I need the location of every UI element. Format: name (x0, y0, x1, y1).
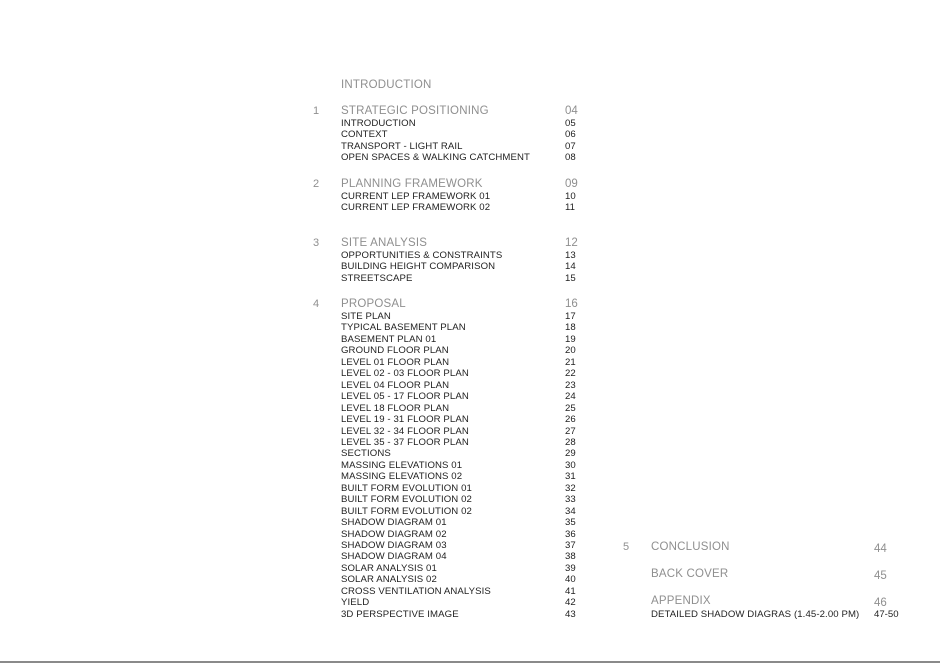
toc-item-label: CONTEXT (341, 129, 388, 141)
toc-item-label: SHADOW DIAGRAM 01 (341, 517, 447, 529)
toc-item-page: 13 (565, 250, 576, 261)
toc-item-page: 25 (565, 402, 576, 414)
toc-item-label: BUILDING HEIGHT COMPARISON (341, 261, 496, 273)
toc-item-label: BUILT FORM EVOLUTION 02 (341, 494, 472, 506)
toc-item-label: DETAILED SHADOW DIAGRAS (1.45-2.00 PM) (651, 609, 860, 620)
toc-item-page: 22 (565, 368, 576, 380)
toc-item-page: 08 (565, 152, 576, 164)
section-page: 45 (874, 570, 887, 582)
toc-item-label: SECTIONS (341, 448, 391, 460)
toc-item-label: LEVEL 32 - 34 FLOOR PLAN (341, 425, 469, 437)
section-page: 44 (874, 543, 887, 555)
section-title: PLANNING FRAMEWORK (341, 178, 483, 190)
toc-item-page: 07 (565, 140, 576, 152)
section-title: SITE ANALYSIS (341, 237, 428, 249)
toc-item-page: 26 (565, 414, 576, 426)
toc-item-page: 40 (565, 574, 576, 586)
section-title: BACK COVER (651, 568, 729, 580)
toc-item-label: BASEMENT PLAN 01 (341, 333, 437, 345)
toc-item-label: LEVEL 19 - 31 FLOOR PLAN (341, 414, 469, 426)
section-number: 5 (623, 541, 630, 553)
toc-item-label: SHADOW DIAGRAM 03 (341, 540, 447, 551)
toc-item-page: 11 (565, 202, 575, 214)
toc-item-page: 33 (565, 494, 576, 506)
toc-item-page: 23 (565, 379, 576, 391)
toc-item-label: BUILT FORM EVOLUTION 01 (341, 482, 472, 494)
toc-item-label: SHADOW DIAGRAM 04 (341, 551, 447, 563)
toc-item-page: 10 (565, 191, 576, 202)
toc-item-page: 47-50 (874, 609, 899, 620)
section-page: 16 (565, 298, 578, 310)
toc-item-label: GROUND FLOOR PLAN (341, 345, 449, 357)
toc-item-page: 41 (565, 585, 576, 597)
toc-item-page: 17 (565, 311, 576, 322)
toc-item-page: 05 (565, 118, 576, 129)
toc-item-page: 27 (565, 425, 576, 437)
toc-item-label: SITE PLAN (341, 311, 391, 322)
toc-item-label: LEVEL 05 - 17 FLOOR PLAN (341, 391, 469, 403)
toc-item-label: OPPORTUNITIES & CONSTRAINTS (341, 250, 503, 261)
toc-item-page: 15 (565, 272, 576, 284)
toc-item-label: LEVEL 02 - 03 FLOOR PLAN (341, 368, 469, 380)
toc-item-page: 42 (565, 597, 576, 609)
section-page: 46 (874, 597, 887, 609)
toc-item-label: CROSS VENTILATION ANALYSIS (341, 585, 491, 597)
section-number: 3 (313, 237, 320, 249)
toc-item-label: INTRODUCTION (341, 118, 416, 129)
toc-item-label: OPEN SPACES & WALKING CATCHMENT (341, 152, 530, 164)
toc-item-page: 38 (565, 551, 576, 563)
toc-item-label: LEVEL 01 FLOOR PLAN (341, 356, 450, 368)
toc-item-label: LEVEL 18 FLOOR PLAN (341, 402, 450, 414)
toc-item-label: CURRENT LEP FRAMEWORK 02 (341, 202, 491, 214)
toc-item-label: CURRENT LEP FRAMEWORK 01 (341, 191, 491, 202)
toc-item-page: 34 (565, 505, 576, 517)
toc-item-label: SOLAR ANALYSIS 01 (341, 562, 437, 574)
toc-item-page: 31 (565, 471, 576, 483)
section-title: CONCLUSION (651, 541, 730, 553)
toc-item-page: 18 (565, 322, 576, 334)
toc-item-page: 32 (565, 482, 576, 494)
toc-item-page: 28 (565, 436, 576, 448)
section-title: APPENDIX (651, 595, 711, 607)
toc-item-page: 24 (565, 391, 576, 403)
toc-item-label: STREETSCAPE (341, 272, 413, 284)
toc-item-label: YIELD (341, 597, 370, 609)
toc-item-label: SOLAR ANALYSIS 02 (341, 574, 437, 586)
toc-item-label: 3D PERSPECTIVE IMAGE (341, 608, 459, 620)
toc-item-label: MASSING ELEVATIONS 02 (341, 471, 463, 483)
toc-item-page: 29 (565, 448, 576, 460)
toc-item-label: LEVEL 35 - 37 FLOOR PLAN (341, 436, 469, 448)
section-number: 4 (313, 298, 320, 310)
section-number: 1 (313, 105, 320, 117)
section-title: PROPOSAL (341, 298, 406, 310)
page-bottom-border (0, 661, 940, 663)
toc-item-page: 35 (565, 517, 576, 529)
toc-item-page: 19 (565, 333, 576, 345)
section-title: STRATEGIC POSITIONING (341, 105, 489, 117)
toc-item-label: SHADOW DIAGRAM 02 (341, 528, 447, 540)
toc-item-page: 06 (565, 129, 576, 141)
toc-item-page: 39 (565, 562, 576, 574)
toc-item-label: LEVEL 04 FLOOR PLAN (341, 379, 450, 391)
toc-item-label: TRANSPORT - LIGHT RAIL (341, 140, 463, 152)
toc-item-page: 20 (565, 345, 576, 357)
intro-heading: INTRODUCTION (341, 79, 432, 91)
section-page: 12 (565, 237, 578, 249)
section-page: 09 (565, 178, 578, 190)
toc-item-page: 21 (565, 356, 576, 368)
section-page: 04 (565, 105, 578, 117)
toc-item-label: MASSING ELEVATIONS 01 (341, 459, 463, 471)
toc-item-page: 43 (565, 608, 576, 620)
toc-item-page: 14 (565, 261, 576, 273)
toc-item-page: 37 (565, 540, 576, 551)
toc-item-label: TYPICAL BASEMENT PLAN (341, 322, 466, 334)
toc-item-page: 30 (565, 459, 576, 471)
section-number: 2 (313, 178, 320, 190)
toc-item-page: 36 (565, 528, 576, 540)
toc-item-label: BUILT FORM EVOLUTION 02 (341, 505, 472, 517)
